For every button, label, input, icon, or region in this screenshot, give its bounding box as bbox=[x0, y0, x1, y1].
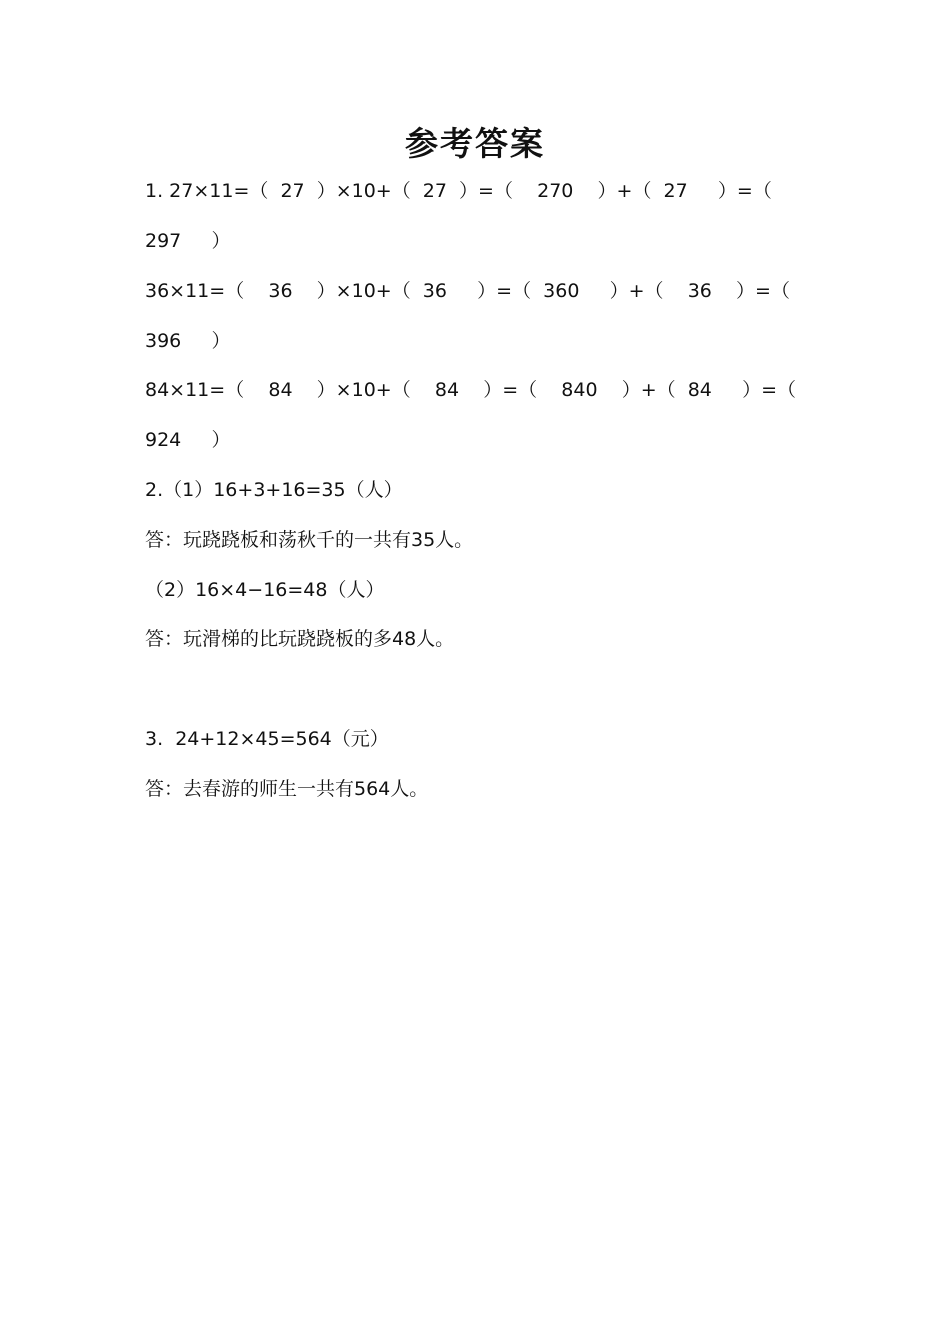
q2-part2-answer: 答：玩滑梯的比玩跷跷板的多48人。 bbox=[145, 628, 455, 650]
q1-line-2: 297 ） bbox=[145, 230, 231, 252]
page-title: 参考答案 bbox=[405, 124, 545, 163]
q2-part1-equation: 2.（1）16+3+16=35（人） bbox=[145, 479, 403, 501]
q1-line-4: 396 ） bbox=[145, 330, 231, 352]
q3-answer: 答：去春游的师生一共有564人。 bbox=[145, 778, 429, 800]
q1-line-3: 36×11=（ 36 ）×10+（ 36 ）=（ 360 ）+（ 36 ）=（ bbox=[145, 280, 790, 302]
q1-line-5: 84×11=（ 84 ）×10+（ 84 ）=（ 840 ）+（ 84 ）=（ bbox=[145, 379, 796, 401]
q2-part2-equation: （2）16×4−16=48（人） bbox=[145, 579, 385, 601]
q2-part1-answer: 答：玩跷跷板和荡秋千的一共有35人。 bbox=[145, 529, 474, 551]
q3-equation: 3. 24+12×45=564（元） bbox=[145, 728, 389, 750]
q1-line-6: 924 ） bbox=[145, 429, 231, 451]
q1-line-1: 1. 27×11=（ 27 ）×10+（ 27 ）=（ 270 ）+（ 27 ）=（ bbox=[145, 180, 772, 202]
